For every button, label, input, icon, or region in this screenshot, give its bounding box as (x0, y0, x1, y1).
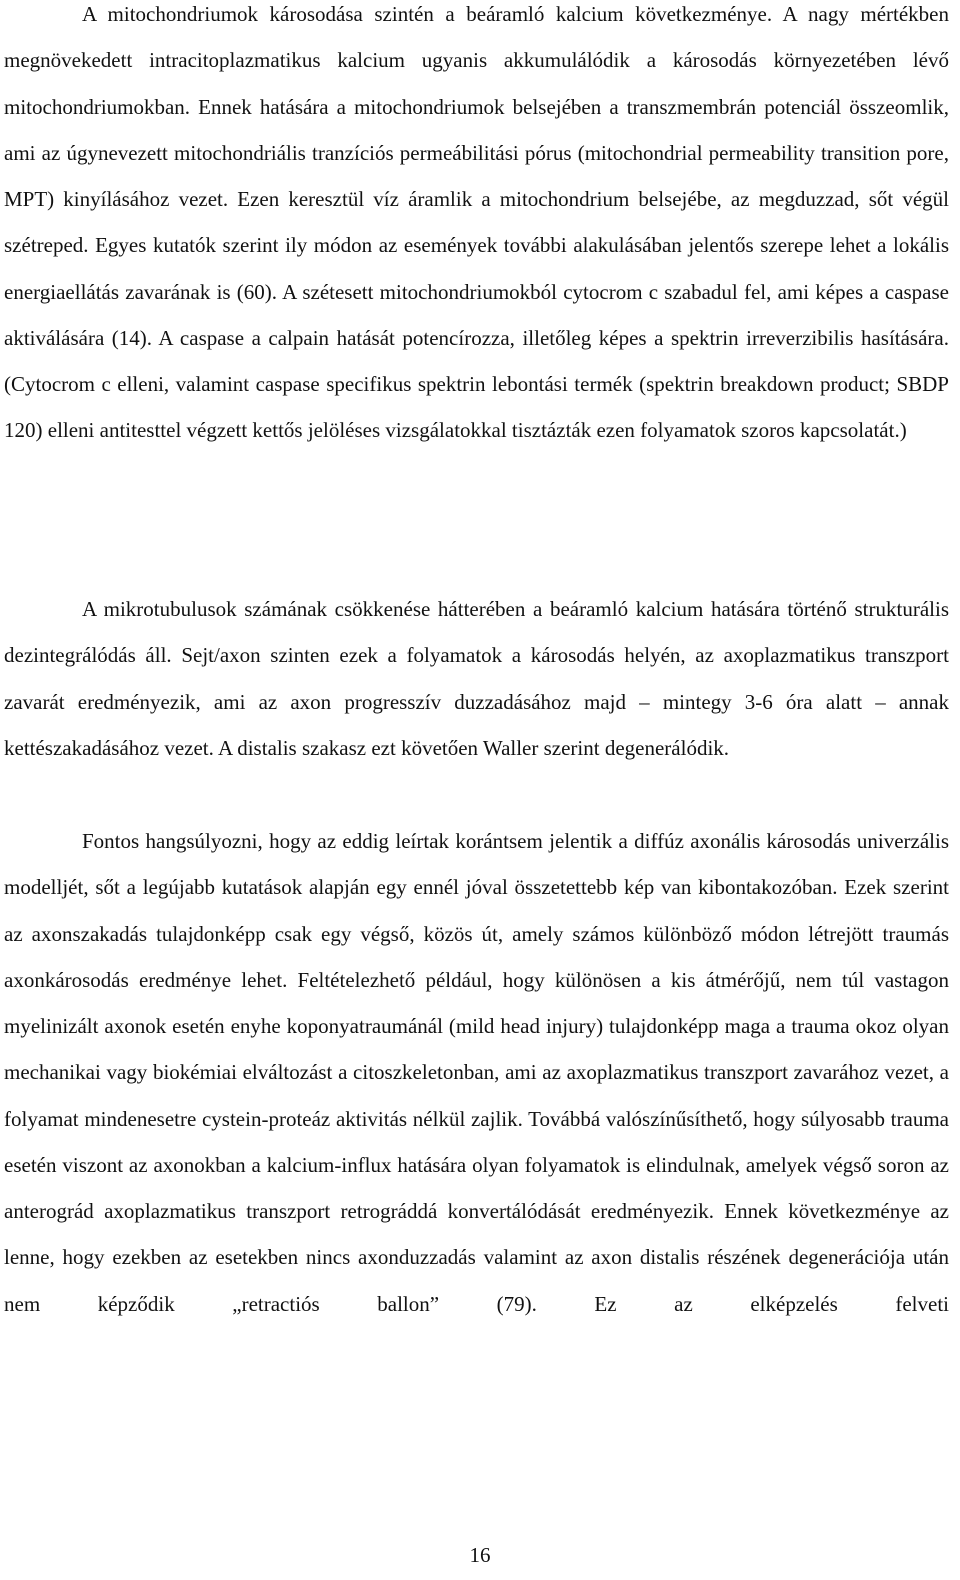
page-number: 16 (469, 1543, 491, 1567)
paragraph-text: A mitochondriumok károsodása szintén a beáramló kalcium következménye. A nagy mértékben megnövekedett intracitoplazmatikus kalcium ugyanis akkumulálódik a károsodás környezetében lévő mitochondriumokban. Ennek hatására a mitochondriumok belsejében a transzmembrán potenciál összeomlik, ami az úgynevezett mitochondriális tranzíciós permeábilitási pórus (mitochondrial permeability transition pore, MPT) kinyílásához vezet. Ezen keresztül víz áramlik a mitochondrium belsejébe, az megduzzad, sőt végül szétreped. Egyes kutatók szerint ily módon az események további alakulásában jelentős szerepe lehet a lokális energiaellátás zavarának is (60). A szétesett mitochondriumokból cytocrom c szabadul fel, ami képes a caspase aktiválására (14). A caspase a calpain hatását potencírozza, illetőleg képes a spektrin irreverzibilis hasítására. (Cytocrom c elleni, valamint caspase specifikus spektrin lebontási termék (spektrin breakdown product; SBDP 120) elleni antitesttel végzett kettős jelöléses vizsgálatokkal tisztázták ezen folyamatok szoros kapcsolatát.) (4, 2, 949, 443)
paragraph-mitochondria (4, 0, 949, 454)
paragraph-text: Fontos hangsúlyozni, hogy az eddig leírtak korántsem jelentik a diffúz axonális károsodás univerzális modelljét, sőt a legújabb kutatások alapján egy ennél jóval összetettebb kép van kibontakozóban. Ezek szerint az axonszakadás tulajdonképp csak egy végső, közös út, amely számos különböző módon létrejött traumás axonkárosodás eredménye lehet. Feltételezhető például, hogy különösen a kis átmérőjű, nem túl vastagon myelinizált axonok esetén enyhe koponyatraumánál (mild head injury) tulajdonképp maga a trauma okoz olyan mechanikai vagy biokémiai elváltozást a citoszkeletonban, ami az axoplazmatikus transzport zavarához vezet, a folyamat mindenesetre cystein-proteáz aktivitás nélkül zajlik. Továbbá valószínűsíthető, hogy súlyosabb trauma esetén viszont az axonokban a kalcium-influx hatására olyan folyamatok is elindulnak, amelyek végső soron az anterográd axoplazmatikus transzport retrográddá konvertálódását eredményezik. Ennek következménye az lenne, hogy ezekben az esetekben nincs axonduzzadás valamint az axon distalis részének degenerációja után nem képződik „retractiós ballon” (79). Ez az elképzelés felveti (4, 829, 949, 1316)
paragraph-axonal-damage-model (4, 818, 949, 1327)
paragraph-microtubules (4, 586, 949, 771)
paragraph-text: A mikrotubulusok számának csökkenése hátterében a beáramló kalcium hatására történő strukturális dezintegrálódás áll. Sejt/axon szinten ezek a folyamatok a károsodás helyén, az axoplazmatikus transzport zavarát eredményezik, ami az axon progresszív duzzadásához majd – mintegy 3-6 óra alatt – annak kettészakadásához vezet. A distalis szakasz ezt követően Waller szerint degenerálódik. (4, 597, 949, 760)
